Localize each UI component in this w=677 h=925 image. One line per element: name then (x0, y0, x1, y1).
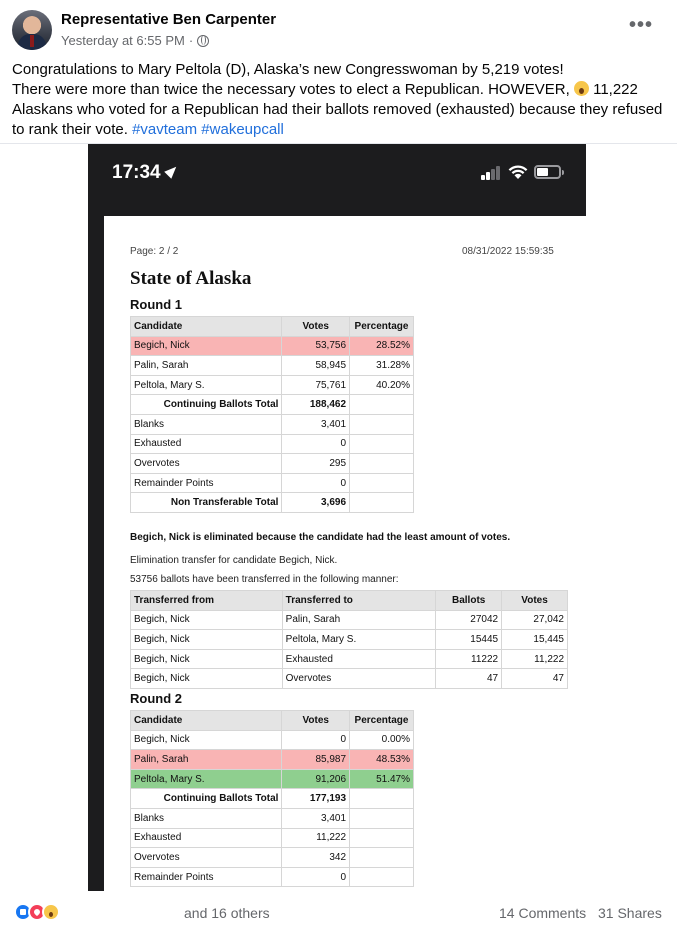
category-name: Remainder Points (131, 473, 282, 493)
transfer-from: Begich, Nick (131, 630, 283, 650)
table-row (131, 848, 414, 868)
post-text-line2b: 11,222 Alaskans who voted for a Republican had their ballots removed (exhausted) because they refused to rank their vote. (12, 81, 663, 138)
empty-cell (350, 395, 414, 415)
candidate-votes: 58,945 (282, 356, 350, 376)
post-image[interactable] (0, 143, 677, 891)
category-name: Exhausted (131, 434, 282, 454)
table-header-row (131, 591, 568, 611)
nontransferable-total-label: Non Transferable Total (131, 493, 282, 513)
transfer-from: Begich, Nick (131, 649, 283, 669)
table-row (131, 356, 414, 376)
empty-cell (350, 473, 414, 493)
candidate-percentage: 40.20% (350, 375, 414, 395)
category-name: Overvotes (131, 454, 282, 474)
battery-icon (534, 165, 561, 179)
post-header (0, 0, 677, 60)
round2-title: Round 2 (130, 691, 182, 706)
meta-separator: · (188, 33, 194, 48)
status-time-text: 17:34 (112, 162, 161, 183)
transfer-from: Begich, Nick (131, 610, 283, 630)
candidate-votes: 53,756 (282, 336, 350, 356)
report-title: State of Alaska (130, 268, 252, 289)
elimination-notice: Begich, Nick is eliminated because the candidate had the least amount of votes. (130, 532, 511, 543)
table-row (131, 828, 414, 848)
transfer-table (130, 590, 568, 689)
table-row (131, 414, 414, 434)
transfer-to: Overvotes (282, 669, 436, 689)
cellular-signal-icon (481, 166, 503, 180)
category-name: Overvotes (131, 848, 282, 868)
category-votes: 342 (282, 848, 350, 868)
hashtag-vavteam[interactable]: #vavteam (132, 121, 198, 138)
header-transferred-from: Transferred from (131, 591, 283, 611)
empty-cell (350, 414, 414, 434)
election-report-page (104, 216, 586, 892)
candidate-percentage: 48.53% (350, 750, 414, 770)
empty-cell (350, 848, 414, 868)
table-row (131, 336, 414, 356)
candidate-votes: 91,206 (282, 769, 350, 789)
candidate-percentage: 0.00% (350, 730, 414, 750)
transfer-to: Peltola, Mary S. (282, 630, 436, 650)
reaction-count[interactable]: and 16 others (184, 905, 270, 921)
transfer-ballots: 47 (436, 669, 502, 689)
table-header-row (131, 317, 414, 337)
avatar[interactable] (12, 10, 52, 50)
category-votes: 295 (282, 454, 350, 474)
pdf-viewer (88, 202, 586, 892)
header-votes: Votes (502, 591, 568, 611)
candidate-name: Begich, Nick (131, 730, 282, 750)
table-row (131, 750, 414, 770)
category-name: Blanks (131, 414, 282, 434)
shares-count[interactable]: 31 Shares (598, 905, 662, 921)
table-row (131, 454, 414, 474)
phone-screenshot (88, 144, 586, 892)
hashtag-wakeupcall[interactable]: #wakeupcall (201, 121, 284, 138)
category-votes: 0 (282, 867, 350, 887)
transfer-ballots: 27042 (436, 610, 502, 630)
category-name: Exhausted (131, 828, 282, 848)
table-row (131, 610, 568, 630)
table-row (131, 473, 414, 493)
post-text-line2a: There were more than twice the necessary votes to elect a Republican. HOWEVER, (12, 81, 574, 98)
post-timestamp[interactable]: Yesterday at 6:55 PM (61, 33, 185, 48)
table-row (131, 630, 568, 650)
table-row (131, 434, 414, 454)
continuing-total-value: 188,462 (282, 395, 350, 415)
report-date: 08/31/2022 15:59:35 (462, 246, 554, 257)
location-arrow-icon (164, 163, 180, 179)
post-text (12, 60, 672, 140)
nontransferable-total-value: 3,696 (282, 493, 350, 513)
category-name: Remainder Points (131, 867, 282, 887)
category-votes: 3,401 (282, 414, 350, 434)
transfer-votes: 27,042 (502, 610, 568, 630)
category-name: Blanks (131, 808, 282, 828)
post-footer (0, 891, 677, 925)
shocked-face-icon (574, 81, 589, 96)
wifi-icon (508, 164, 528, 180)
candidate-name: Peltola, Mary S. (131, 375, 282, 395)
transfer-votes: 11,222 (502, 649, 568, 669)
transfer-notice: Elimination transfer for candidate Begich, Nick. (130, 555, 338, 566)
transfer-votes: 15,445 (502, 630, 568, 650)
table-row (131, 493, 414, 513)
empty-cell (350, 867, 414, 887)
table-row (131, 808, 414, 828)
avatar-tie (30, 35, 34, 47)
table-row (131, 867, 414, 887)
more-options-button[interactable]: ••• (628, 14, 653, 36)
post-text-line1: Congratulations to Mary Peltola (D), Alaska’s new Congresswoman by 5,219 votes! (12, 61, 564, 78)
phone-status-bar (88, 144, 586, 202)
table-row (131, 649, 568, 669)
candidate-votes: 0 (282, 730, 350, 750)
globe-icon[interactable] (197, 35, 209, 47)
header-percentage: Percentage (350, 317, 414, 337)
table-row (131, 395, 414, 415)
round1-title: Round 1 (130, 297, 182, 312)
wow-reaction-icon (42, 903, 60, 921)
header-votes: Votes (282, 711, 350, 731)
table-header-row (131, 711, 414, 731)
candidate-votes: 85,987 (282, 750, 350, 770)
empty-cell (350, 434, 414, 454)
continuing-total-label: Continuing Ballots Total (131, 395, 282, 415)
candidate-percentage: 31.28% (350, 356, 414, 376)
author-name[interactable]: Representative Ben Carpenter (61, 11, 277, 28)
category-votes: 3,401 (282, 808, 350, 828)
candidate-name: Begich, Nick (131, 336, 282, 356)
table-row (131, 789, 414, 809)
continuing-total-label: Continuing Ballots Total (131, 789, 282, 809)
candidate-name: Palin, Sarah (131, 356, 282, 376)
round1-table (130, 316, 414, 513)
candidate-percentage: 51.47% (350, 769, 414, 789)
candidate-name: Palin, Sarah (131, 750, 282, 770)
empty-cell (350, 454, 414, 474)
round2-table (130, 710, 414, 887)
header-percentage: Percentage (350, 711, 414, 731)
transfer-to: Exhausted (282, 649, 436, 669)
transfer-from: Begich, Nick (131, 669, 283, 689)
transfer-manner: 53756 ballots have been transferred in the following manner: (130, 574, 399, 585)
transfer-to: Palin, Sarah (282, 610, 436, 630)
header-transferred-to: Transferred to (282, 591, 436, 611)
empty-cell (350, 789, 414, 809)
page-number: Page: 2 / 2 (130, 246, 179, 257)
table-row (131, 375, 414, 395)
category-votes: 11,222 (282, 828, 350, 848)
table-row (131, 769, 414, 789)
status-time (112, 162, 177, 184)
transfer-ballots: 11222 (436, 649, 502, 669)
comments-count[interactable]: 14 Comments (499, 905, 587, 921)
header-ballots: Ballots (436, 591, 502, 611)
candidate-percentage: 28.52% (350, 336, 414, 356)
transfer-ballots: 15445 (436, 630, 502, 650)
post-meta (61, 33, 209, 48)
candidate-name: Peltola, Mary S. (131, 769, 282, 789)
header-candidate: Candidate (131, 317, 282, 337)
category-votes: 0 (282, 473, 350, 493)
header-votes: Votes (282, 317, 350, 337)
header-candidate: Candidate (131, 711, 282, 731)
table-row (131, 669, 568, 689)
empty-cell (350, 493, 414, 513)
empty-cell (350, 808, 414, 828)
transfer-votes: 47 (502, 669, 568, 689)
candidate-votes: 75,761 (282, 375, 350, 395)
category-votes: 0 (282, 434, 350, 454)
table-row (131, 730, 414, 750)
empty-cell (350, 828, 414, 848)
continuing-total-value: 177,193 (282, 789, 350, 809)
